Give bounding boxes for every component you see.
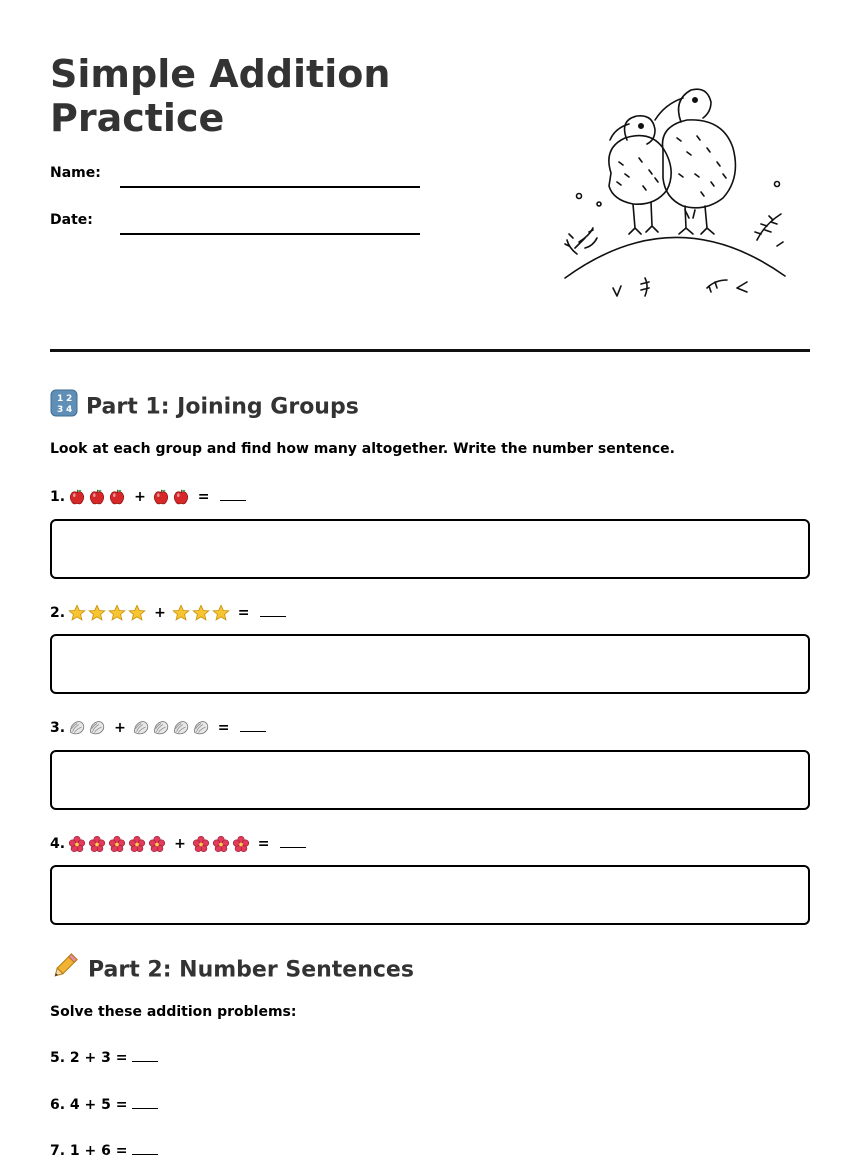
flower-icon	[192, 835, 210, 853]
svg-text:3: 3	[57, 405, 64, 415]
problem-4-number: 4.	[50, 836, 66, 852]
shell-icon	[132, 719, 150, 737]
flower-icon	[148, 835, 166, 853]
problem-4-blank[interactable]	[280, 846, 306, 848]
svg-text:2: 2	[66, 394, 73, 404]
problem-6-text: 6. 4 + 5 =	[50, 1097, 128, 1113]
date-label: Date:	[50, 212, 93, 228]
header-divider	[50, 349, 810, 352]
shell-icon	[88, 719, 106, 737]
answer-box-4[interactable]	[50, 865, 810, 925]
star-icon	[212, 604, 230, 622]
problem-7	[50, 1140, 158, 1162]
plus-sign: +	[114, 720, 126, 736]
problem-3	[50, 717, 266, 739]
worksheet-header	[50, 0, 810, 350]
svg-text:4: 4	[66, 405, 73, 415]
problem-2-blank[interactable]	[260, 615, 286, 617]
flower-icon	[128, 835, 146, 853]
number-keycap-icon	[50, 389, 78, 426]
answer-box-1[interactable]	[50, 519, 810, 579]
star-icon	[108, 604, 126, 622]
part1-heading	[50, 389, 359, 419]
problem-6	[50, 1094, 158, 1116]
star-icon	[192, 604, 210, 622]
equals-sign: =	[257, 836, 270, 852]
star-icon	[68, 604, 86, 622]
problem-2	[50, 602, 286, 624]
shell-icon	[152, 719, 170, 737]
problem-5	[50, 1047, 158, 1069]
pencil-icon	[50, 951, 80, 990]
part1-heading-text: Part 1: Joining Groups	[86, 394, 359, 420]
svg-text:1: 1	[57, 394, 64, 404]
flower-icon	[108, 835, 126, 853]
flower-icon	[88, 835, 106, 853]
name-write-line[interactable]	[120, 186, 420, 188]
plus-sign: +	[134, 489, 146, 505]
plus-sign: +	[174, 836, 186, 852]
apple-icon	[108, 488, 126, 506]
answer-box-3[interactable]	[50, 750, 810, 810]
problem-6-blank[interactable]	[132, 1107, 158, 1109]
shell-icon	[68, 719, 86, 737]
date-write-line[interactable]	[120, 233, 420, 235]
date-field-row	[50, 210, 420, 234]
answer-box-2[interactable]	[50, 634, 810, 694]
problem-1-number: 1.	[50, 489, 66, 505]
part2-heading-text: Part 2: Number Sentences	[88, 957, 414, 983]
problem-1	[50, 486, 246, 508]
flower-icon	[212, 835, 230, 853]
page-title: Simple Addition Practice	[50, 52, 391, 140]
equals-sign: =	[197, 489, 210, 505]
kiwi-birds-illustration	[555, 78, 800, 310]
equals-sign: =	[217, 720, 230, 736]
plus-sign: +	[154, 605, 166, 621]
problem-5-text: 5. 2 + 3 =	[50, 1050, 128, 1066]
apple-icon	[172, 488, 190, 506]
apple-icon	[152, 488, 170, 506]
problem-3-blank[interactable]	[240, 730, 266, 732]
problem-7-blank[interactable]	[132, 1153, 158, 1155]
problem-2-number: 2.	[50, 605, 66, 621]
equals-sign: =	[237, 605, 250, 621]
problem-5-blank[interactable]	[132, 1060, 158, 1062]
apple-icon	[88, 488, 106, 506]
shell-icon	[192, 719, 210, 737]
star-icon	[172, 604, 190, 622]
problem-1-blank[interactable]	[220, 499, 246, 501]
name-field-row	[50, 163, 420, 187]
problem-7-text: 7. 1 + 6 =	[50, 1143, 128, 1159]
flower-icon	[68, 835, 86, 853]
flower-icon	[232, 835, 250, 853]
star-icon	[128, 604, 146, 622]
worksheet-page	[50, 0, 810, 1159]
part2-heading	[50, 951, 414, 981]
shell-icon	[172, 719, 190, 737]
part1-instruction: Look at each group and find how many altogether. Write the number sentence.	[50, 441, 675, 457]
apple-icon	[68, 488, 86, 506]
part2-instruction: Solve these addition problems:	[50, 1004, 297, 1020]
name-label: Name:	[50, 165, 101, 181]
star-icon	[88, 604, 106, 622]
problem-4	[50, 833, 306, 855]
problem-3-number: 3.	[50, 720, 66, 736]
